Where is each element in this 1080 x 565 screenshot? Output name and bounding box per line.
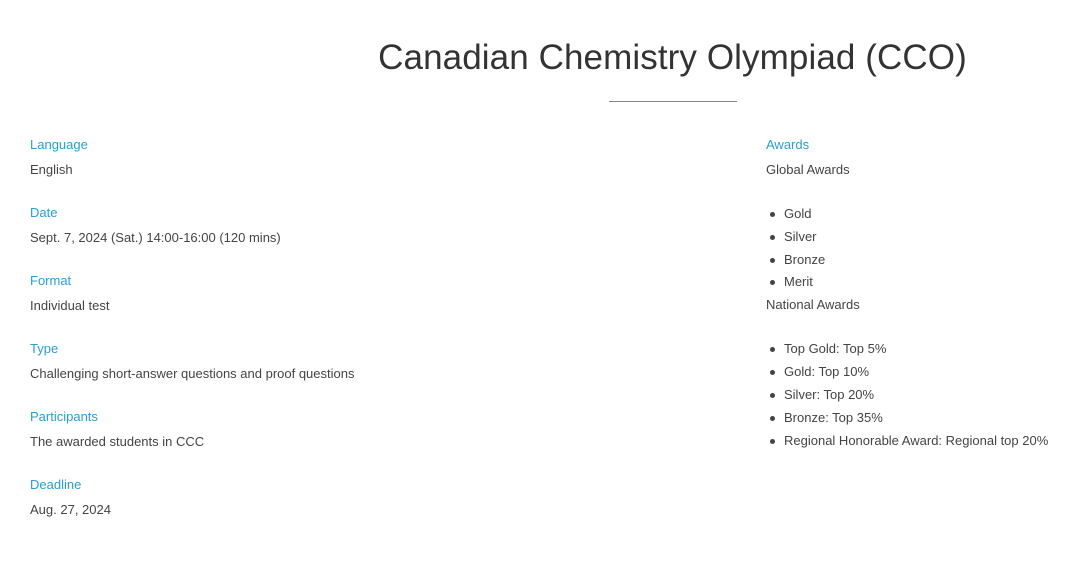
- language-label: Language: [30, 137, 88, 152]
- award-text: Top Gold: Top 5%: [784, 341, 887, 357]
- participants-field: [30, 408, 730, 476]
- award-text: Silver: [784, 228, 817, 244]
- format-label: Format: [30, 273, 72, 288]
- bullet-icon: [770, 258, 775, 263]
- award-text: Silver: Top 20%: [784, 386, 875, 402]
- type-label: Type: [30, 341, 59, 356]
- page-title: Canadian Chemistry Olympiad (CCO): [378, 38, 967, 77]
- deadline-field: [30, 476, 730, 544]
- deadline-label: Deadline: [30, 477, 82, 492]
- national-awards-list: [766, 340, 1076, 449]
- bullet-icon: [770, 280, 775, 285]
- title-divider: [609, 101, 737, 102]
- date-field: [30, 204, 730, 272]
- list-item: [766, 432, 1076, 450]
- list-item: [766, 409, 1076, 427]
- bullet-icon: [770, 416, 775, 421]
- list-item: [766, 363, 1076, 381]
- global-awards-list: [766, 205, 1076, 291]
- award-text: Gold: Top 10%: [784, 364, 870, 380]
- list-item: [766, 340, 1076, 358]
- award-text: Bronze: Top 35%: [784, 409, 883, 425]
- awards-column: [766, 136, 1076, 454]
- format-value: Individual test: [30, 298, 110, 313]
- award-text: Bronze: [784, 251, 826, 267]
- format-field: [30, 272, 730, 340]
- participants-value: The awarded students in CCC: [30, 434, 205, 449]
- awards-label: Awards: [766, 137, 810, 152]
- global-awards-heading: Global Awards: [766, 162, 850, 177]
- list-item: [766, 386, 1076, 404]
- list-item: [766, 228, 1076, 246]
- bullet-icon: [770, 370, 775, 375]
- participants-label: Participants: [30, 409, 98, 424]
- bullet-icon: [770, 439, 775, 444]
- date-value: Sept. 7, 2024 (Sat.) 14:00-16:00 (120 mins): [30, 230, 281, 245]
- award-text: Merit: [784, 274, 813, 290]
- award-text: Gold: [784, 206, 812, 221]
- list-item: [766, 205, 1076, 223]
- details-column: [30, 136, 730, 544]
- national-awards-heading: National Awards: [766, 297, 860, 313]
- type-value: Challenging short-answer questions and proof questions: [30, 366, 355, 381]
- list-item: [766, 251, 1076, 269]
- bullet-icon: [770, 212, 775, 217]
- bullet-icon: [770, 347, 775, 352]
- bullet-icon: [770, 393, 775, 398]
- type-field: [30, 340, 730, 408]
- award-text: Regional Honorable Award: Regional top 20%: [784, 432, 1049, 448]
- list-item: [766, 273, 1076, 291]
- bullet-icon: [770, 235, 775, 240]
- deadline-value: Aug. 27, 2024: [30, 502, 111, 517]
- language-field: [30, 136, 730, 204]
- language-value: English: [30, 162, 73, 177]
- date-label: Date: [30, 205, 58, 220]
